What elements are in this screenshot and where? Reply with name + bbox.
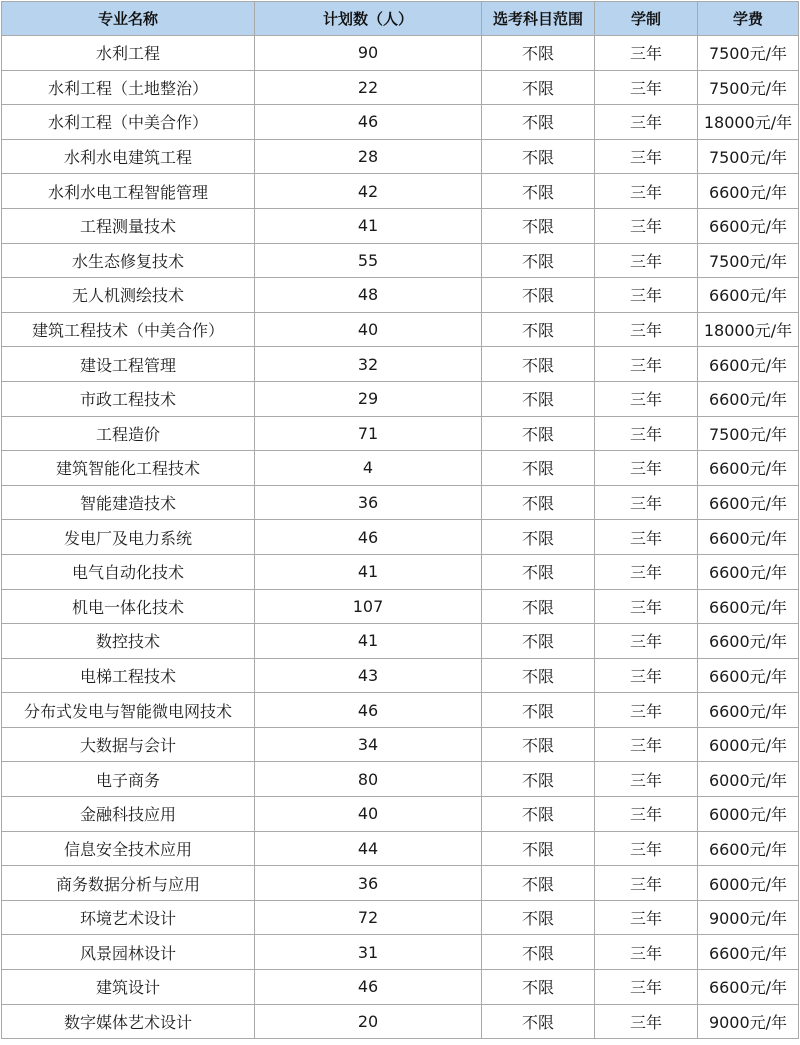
duration-cell: 三年 [595, 485, 698, 520]
plan-count-cell: 46 [255, 970, 482, 1005]
table-row [2, 451, 799, 486]
major-name-cell: 电气自动化技术 [2, 554, 255, 589]
duration-cell: 三年 [595, 624, 698, 659]
plan-count-cell: 41 [255, 554, 482, 589]
duration-cell: 三年 [595, 693, 698, 728]
table-row [2, 416, 799, 451]
duration-cell: 三年 [595, 416, 698, 451]
plan-count-cell: 22 [255, 70, 482, 105]
tuition-cell: 18000元/年 [698, 312, 799, 347]
tuition-cell: 6600元/年 [698, 208, 799, 243]
major-name-cell: 发电厂及电力系统 [2, 520, 255, 555]
duration-cell: 三年 [595, 727, 698, 762]
tuition-cell: 6000元/年 [698, 797, 799, 832]
table-row [2, 762, 799, 797]
duration-cell: 三年 [595, 970, 698, 1005]
table-row [2, 693, 799, 728]
tuition-cell: 6600元/年 [698, 278, 799, 313]
plan-count-cell: 107 [255, 589, 482, 624]
subject-range-cell: 不限 [482, 727, 595, 762]
major-name-cell: 水利水电工程智能管理 [2, 174, 255, 209]
plan-count-cell: 36 [255, 866, 482, 901]
tuition-cell: 9000元/年 [698, 1004, 799, 1039]
duration-cell: 三年 [595, 589, 698, 624]
subject-range-cell: 不限 [482, 243, 595, 278]
major-name-cell: 机电一体化技术 [2, 589, 255, 624]
major-name-cell: 信息安全技术应用 [2, 831, 255, 866]
subject-range-cell: 不限 [482, 174, 595, 209]
duration-cell: 三年 [595, 70, 698, 105]
table-row [2, 105, 799, 140]
table-row [2, 589, 799, 624]
table-row [2, 727, 799, 762]
duration-cell: 三年 [595, 347, 698, 382]
header-duration: 学制 [595, 2, 698, 36]
plan-count-cell: 41 [255, 208, 482, 243]
table-row [2, 208, 799, 243]
plan-count-cell: 20 [255, 1004, 482, 1039]
table-body [2, 36, 799, 1039]
duration-cell: 三年 [595, 451, 698, 486]
major-name-cell: 水利工程 [2, 36, 255, 71]
major-name-cell: 大数据与会计 [2, 727, 255, 762]
table-row [2, 831, 799, 866]
duration-cell: 三年 [595, 658, 698, 693]
table-header [2, 2, 799, 36]
table-row [2, 624, 799, 659]
subject-range-cell: 不限 [482, 347, 595, 382]
major-name-cell: 建筑智能化工程技术 [2, 451, 255, 486]
plan-count-cell: 46 [255, 693, 482, 728]
tuition-cell: 6000元/年 [698, 866, 799, 901]
table-row [2, 935, 799, 970]
plan-count-cell: 72 [255, 900, 482, 935]
tuition-cell: 6600元/年 [698, 831, 799, 866]
tuition-cell: 6000元/年 [698, 727, 799, 762]
subject-range-cell: 不限 [482, 451, 595, 486]
major-name-cell: 智能建造技术 [2, 485, 255, 520]
plan-count-cell: 44 [255, 831, 482, 866]
table-row [2, 174, 799, 209]
subject-range-cell: 不限 [482, 693, 595, 728]
plan-count-cell: 40 [255, 312, 482, 347]
duration-cell: 三年 [595, 174, 698, 209]
subject-range-cell: 不限 [482, 658, 595, 693]
plan-count-cell: 28 [255, 139, 482, 174]
subject-range-cell: 不限 [482, 381, 595, 416]
major-name-cell: 建设工程管理 [2, 347, 255, 382]
plan-count-cell: 34 [255, 727, 482, 762]
table-row [2, 1004, 799, 1039]
duration-cell: 三年 [595, 520, 698, 555]
table-row [2, 797, 799, 832]
subject-range-cell: 不限 [482, 624, 595, 659]
table-row [2, 970, 799, 1005]
subject-range-cell: 不限 [482, 554, 595, 589]
subject-range-cell: 不限 [482, 208, 595, 243]
major-name-cell: 电梯工程技术 [2, 658, 255, 693]
subject-range-cell: 不限 [482, 970, 595, 1005]
tuition-cell: 6600元/年 [698, 485, 799, 520]
table-row [2, 381, 799, 416]
major-name-cell: 水利工程（中美合作） [2, 105, 255, 140]
plan-count-cell: 46 [255, 105, 482, 140]
duration-cell: 三年 [595, 278, 698, 313]
subject-range-cell: 不限 [482, 70, 595, 105]
subject-range-cell: 不限 [482, 520, 595, 555]
subject-range-cell: 不限 [482, 589, 595, 624]
plan-count-cell: 71 [255, 416, 482, 451]
tuition-cell: 6600元/年 [698, 624, 799, 659]
major-name-cell: 工程造价 [2, 416, 255, 451]
major-name-cell: 电子商务 [2, 762, 255, 797]
major-name-cell: 风景园林设计 [2, 935, 255, 970]
table-row [2, 658, 799, 693]
subject-range-cell: 不限 [482, 831, 595, 866]
plan-count-cell: 48 [255, 278, 482, 313]
major-name-cell: 建筑工程技术（中美合作） [2, 312, 255, 347]
tuition-cell: 6600元/年 [698, 174, 799, 209]
tuition-cell: 7500元/年 [698, 243, 799, 278]
tuition-cell: 7500元/年 [698, 139, 799, 174]
table-row [2, 866, 799, 901]
duration-cell: 三年 [595, 208, 698, 243]
plan-count-cell: 41 [255, 624, 482, 659]
duration-cell: 三年 [595, 554, 698, 589]
tuition-cell: 6600元/年 [698, 693, 799, 728]
major-name-cell: 无人机测绘技术 [2, 278, 255, 313]
duration-cell: 三年 [595, 866, 698, 901]
duration-cell: 三年 [595, 831, 698, 866]
table-row [2, 347, 799, 382]
major-name-cell: 分布式发电与智能微电网技术 [2, 693, 255, 728]
header-tuition: 学费 [698, 2, 799, 36]
subject-range-cell: 不限 [482, 105, 595, 140]
subject-range-cell: 不限 [482, 278, 595, 313]
major-name-cell: 商务数据分析与应用 [2, 866, 255, 901]
table-row [2, 554, 799, 589]
major-name-cell: 数字媒体艺术设计 [2, 1004, 255, 1039]
duration-cell: 三年 [595, 1004, 698, 1039]
major-name-cell: 水利水电建筑工程 [2, 139, 255, 174]
duration-cell: 三年 [595, 105, 698, 140]
tuition-cell: 6600元/年 [698, 554, 799, 589]
plan-count-cell: 46 [255, 520, 482, 555]
table-row [2, 36, 799, 71]
major-name-cell: 数控技术 [2, 624, 255, 659]
header-plan-count: 计划数（人） [255, 2, 482, 36]
plan-count-cell: 90 [255, 36, 482, 71]
table-row [2, 312, 799, 347]
table-row [2, 900, 799, 935]
plan-count-cell: 31 [255, 935, 482, 970]
plan-count-cell: 43 [255, 658, 482, 693]
duration-cell: 三年 [595, 139, 698, 174]
tuition-cell: 7500元/年 [698, 416, 799, 451]
duration-cell: 三年 [595, 36, 698, 71]
duration-cell: 三年 [595, 762, 698, 797]
plan-count-cell: 32 [255, 347, 482, 382]
header-subject-range: 选考科目范围 [482, 2, 595, 36]
tuition-cell: 6600元/年 [698, 451, 799, 486]
subject-range-cell: 不限 [482, 312, 595, 347]
major-name-cell: 水生态修复技术 [2, 243, 255, 278]
subject-range-cell: 不限 [482, 866, 595, 901]
subject-range-cell: 不限 [482, 36, 595, 71]
tuition-cell: 7500元/年 [698, 70, 799, 105]
duration-cell: 三年 [595, 797, 698, 832]
tuition-cell: 6600元/年 [698, 520, 799, 555]
plan-count-cell: 29 [255, 381, 482, 416]
subject-range-cell: 不限 [482, 900, 595, 935]
subject-range-cell: 不限 [482, 139, 595, 174]
subject-range-cell: 不限 [482, 1004, 595, 1039]
plan-count-cell: 36 [255, 485, 482, 520]
plan-count-cell: 42 [255, 174, 482, 209]
plan-count-cell: 55 [255, 243, 482, 278]
plan-count-cell: 40 [255, 797, 482, 832]
tuition-cell: 6600元/年 [698, 658, 799, 693]
major-name-cell: 水利工程（土地整治） [2, 70, 255, 105]
table-row [2, 278, 799, 313]
subject-range-cell: 不限 [482, 762, 595, 797]
subject-range-cell: 不限 [482, 935, 595, 970]
major-name-cell: 工程测量技术 [2, 208, 255, 243]
table-row [2, 139, 799, 174]
tuition-cell: 7500元/年 [698, 36, 799, 71]
duration-cell: 三年 [595, 312, 698, 347]
table-row [2, 485, 799, 520]
major-name-cell: 市政工程技术 [2, 381, 255, 416]
subject-range-cell: 不限 [482, 416, 595, 451]
tuition-cell: 6600元/年 [698, 970, 799, 1005]
tuition-cell: 6600元/年 [698, 935, 799, 970]
tuition-cell: 6600元/年 [698, 589, 799, 624]
major-name-cell: 环境艺术设计 [2, 900, 255, 935]
header-major-name: 专业名称 [2, 2, 255, 36]
table-row [2, 520, 799, 555]
duration-cell: 三年 [595, 381, 698, 416]
plan-count-cell: 4 [255, 451, 482, 486]
subject-range-cell: 不限 [482, 485, 595, 520]
duration-cell: 三年 [595, 900, 698, 935]
duration-cell: 三年 [595, 935, 698, 970]
tuition-cell: 6000元/年 [698, 762, 799, 797]
table-row [2, 70, 799, 105]
duration-cell: 三年 [595, 243, 698, 278]
tuition-cell: 9000元/年 [698, 900, 799, 935]
major-name-cell: 金融科技应用 [2, 797, 255, 832]
header-row [2, 2, 799, 36]
table-row [2, 243, 799, 278]
tuition-cell: 6600元/年 [698, 347, 799, 382]
subject-range-cell: 不限 [482, 797, 595, 832]
plan-count-cell: 80 [255, 762, 482, 797]
tuition-cell: 6600元/年 [698, 381, 799, 416]
enrollment-plan-table [1, 1, 799, 1039]
tuition-cell: 18000元/年 [698, 105, 799, 140]
major-name-cell: 建筑设计 [2, 970, 255, 1005]
